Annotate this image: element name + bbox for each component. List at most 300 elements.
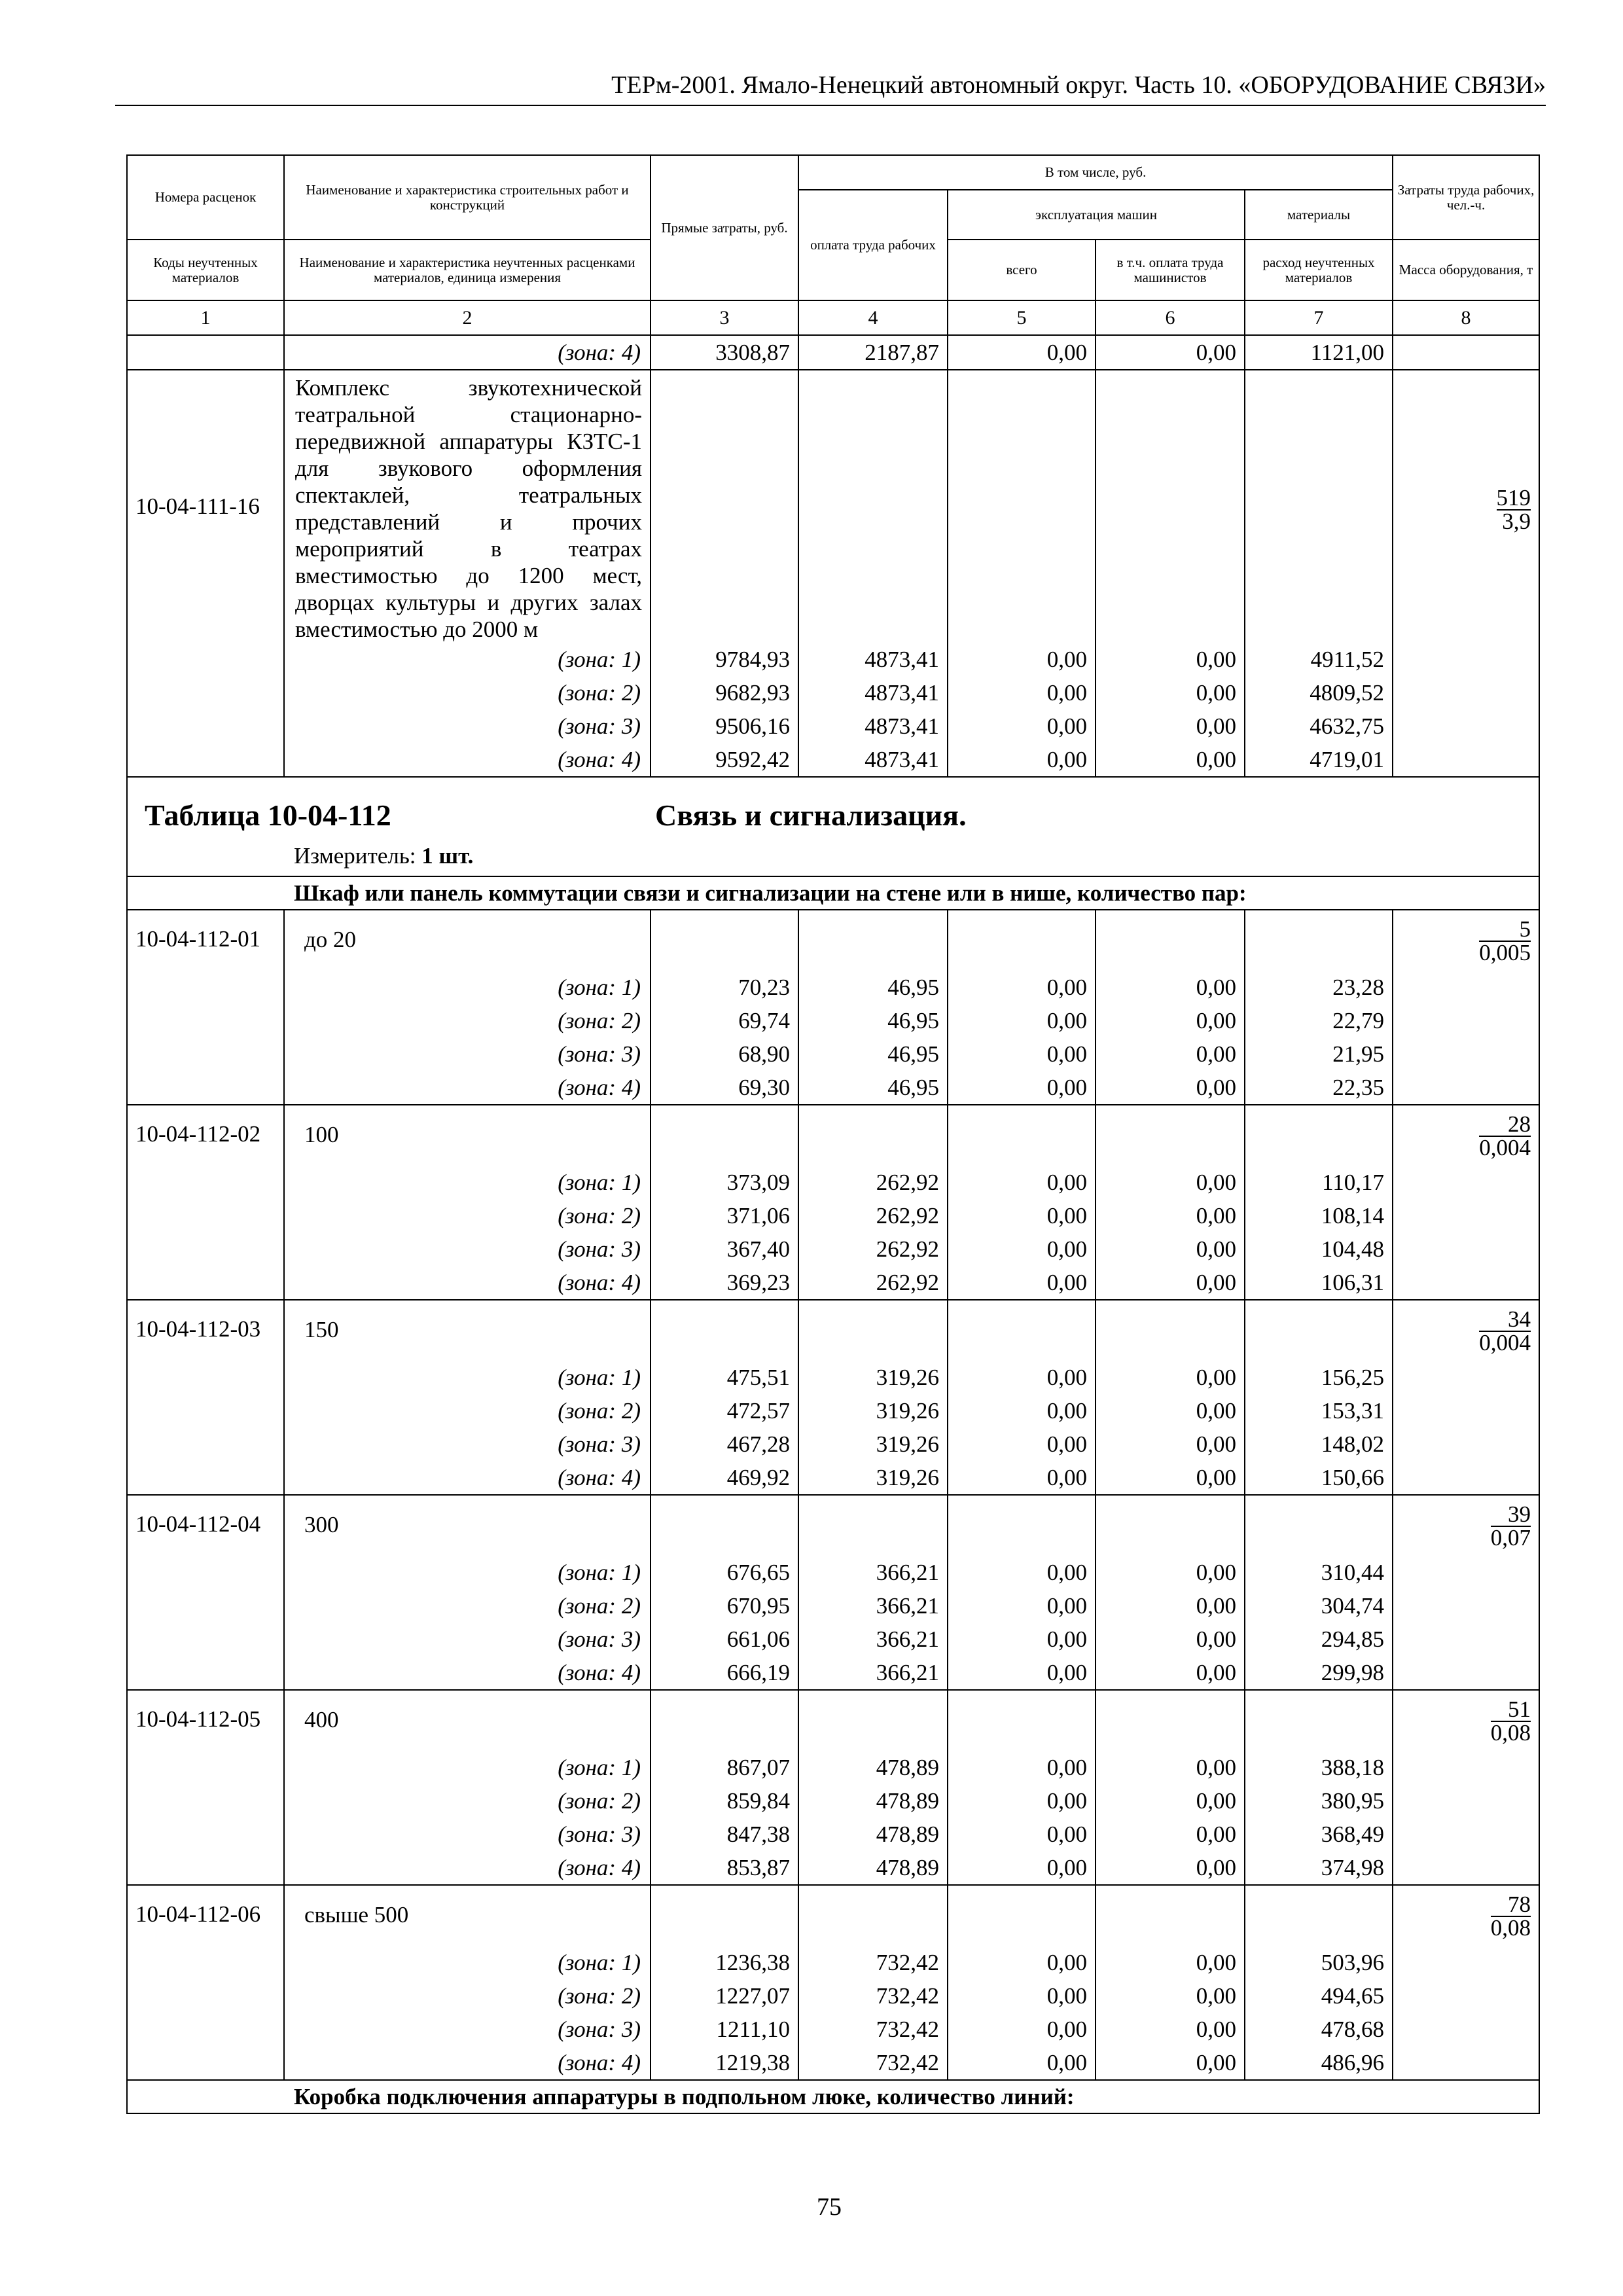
empty-cell bbox=[1245, 1105, 1393, 1166]
value-cell: 0,00 bbox=[1096, 1851, 1245, 1885]
value-cell: 732,42 bbox=[798, 2013, 948, 2046]
value-cell: 666,19 bbox=[651, 1656, 798, 1690]
zone-label: (зона: 1) bbox=[284, 1166, 651, 1199]
value-cell: 0,00 bbox=[948, 1427, 1096, 1461]
zone-label: (зона: 4) bbox=[284, 1851, 651, 1885]
value-cell: 148,02 bbox=[1245, 1427, 1393, 1461]
zone-row bbox=[127, 709, 1539, 743]
value-cell: 0,00 bbox=[948, 2046, 1096, 2080]
rate-description: 400 bbox=[284, 1690, 651, 1751]
zone-row bbox=[127, 1394, 1539, 1427]
value-cell: 373,09 bbox=[651, 1166, 798, 1199]
empty-cell bbox=[1245, 1495, 1393, 1556]
zone-row bbox=[127, 1589, 1539, 1623]
labor-mass-cell bbox=[1393, 1495, 1539, 1556]
empty-cell bbox=[1393, 2013, 1539, 2046]
zone-row bbox=[127, 1166, 1539, 1199]
value-cell: 374,98 bbox=[1245, 1851, 1393, 1885]
value-cell: 472,57 bbox=[651, 1394, 798, 1427]
value-cell: 22,79 bbox=[1245, 1004, 1393, 1037]
value-cell: 0,00 bbox=[948, 1232, 1096, 1266]
empty-cell bbox=[1393, 1556, 1539, 1589]
empty-cell bbox=[1393, 1979, 1539, 2013]
empty-cell bbox=[1393, 709, 1539, 743]
zone-label: (зона: 4) bbox=[284, 1461, 651, 1495]
value-cell: 0,00 bbox=[1096, 1071, 1245, 1105]
rate-row bbox=[127, 1690, 1539, 1751]
empty-cell bbox=[127, 676, 284, 709]
measure-value: 1 шт. bbox=[421, 843, 474, 869]
empty-cell bbox=[1393, 1037, 1539, 1071]
value-cell: 371,06 bbox=[651, 1199, 798, 1232]
empty-cell bbox=[1393, 1166, 1539, 1199]
table-name: Связь и сигнализация. bbox=[655, 798, 967, 832]
labor-hours: 34 bbox=[1479, 1308, 1531, 1332]
zone-label: (зона: 2) bbox=[284, 1979, 651, 2013]
rate-description: 100 bbox=[284, 1105, 651, 1166]
empty-cell bbox=[1393, 1589, 1539, 1623]
empty-cell bbox=[1096, 1105, 1245, 1166]
empty-cell bbox=[1393, 1656, 1539, 1690]
empty-cell bbox=[127, 1232, 284, 1266]
empty-cell bbox=[127, 1851, 284, 1885]
value-cell: 0,00 bbox=[1096, 1232, 1245, 1266]
value-cell: 0,00 bbox=[948, 643, 1096, 676]
zone-row bbox=[127, 2013, 1539, 2046]
zone-label: (зона: 2) bbox=[284, 1199, 651, 1232]
value-cell: 3308,87 bbox=[651, 335, 798, 370]
value-cell: 2187,87 bbox=[798, 335, 948, 370]
value-cell: 369,23 bbox=[651, 1266, 798, 1300]
measure-label: Измеритель: bbox=[294, 843, 416, 869]
value-cell: 4873,41 bbox=[798, 676, 948, 709]
page-number: 75 bbox=[817, 2193, 842, 2221]
value-cell: 70,23 bbox=[651, 971, 798, 1004]
table-title-row bbox=[127, 777, 1539, 876]
column-number: 2 bbox=[284, 300, 651, 335]
labor-mass-cell bbox=[1393, 370, 1539, 643]
value-cell: 0,00 bbox=[948, 1623, 1096, 1656]
rate-row bbox=[127, 910, 1539, 971]
value-cell: 46,95 bbox=[798, 971, 948, 1004]
zone-row bbox=[127, 1199, 1539, 1232]
empty-cell bbox=[651, 910, 798, 971]
value-cell: 0,00 bbox=[1096, 1427, 1245, 1461]
zone-label: (зона: 2) bbox=[284, 1394, 651, 1427]
value-cell: 366,21 bbox=[798, 1556, 948, 1589]
empty-cell bbox=[948, 1495, 1096, 1556]
value-cell: 0,00 bbox=[1096, 1656, 1245, 1690]
column-number: 7 bbox=[1245, 300, 1393, 335]
value-cell: 661,06 bbox=[651, 1623, 798, 1656]
empty-cell bbox=[1096, 1690, 1245, 1751]
value-cell: 110,17 bbox=[1245, 1166, 1393, 1199]
section-heading-row bbox=[127, 876, 1539, 910]
zone-row bbox=[127, 676, 1539, 709]
zone-label: (зона: 1) bbox=[284, 1556, 651, 1589]
zone-label: (зона: 3) bbox=[284, 2013, 651, 2046]
empty-cell bbox=[651, 1105, 798, 1166]
rate-code: 10-04-112-02 bbox=[127, 1105, 284, 1166]
value-cell: 4873,41 bbox=[798, 709, 948, 743]
value-cell: 319,26 bbox=[798, 1461, 948, 1495]
zone-row bbox=[127, 1427, 1539, 1461]
value-cell: 478,89 bbox=[798, 1818, 948, 1851]
value-cell: 0,00 bbox=[948, 743, 1096, 777]
value-cell: 478,68 bbox=[1245, 2013, 1393, 2046]
empty-cell bbox=[127, 1623, 284, 1656]
rate-description: 300 bbox=[284, 1495, 651, 1556]
empty-cell bbox=[1245, 1300, 1393, 1361]
value-cell: 4719,01 bbox=[1245, 743, 1393, 777]
column-number: 8 bbox=[1393, 300, 1539, 335]
value-cell: 23,28 bbox=[1245, 971, 1393, 1004]
zone-label: (зона: 4) bbox=[284, 335, 651, 370]
zone-label: (зона: 2) bbox=[284, 1589, 651, 1623]
empty-cell bbox=[1245, 370, 1393, 643]
value-cell: 0,00 bbox=[1096, 1037, 1245, 1071]
empty-cell bbox=[127, 1751, 284, 1784]
value-cell: 0,00 bbox=[948, 1979, 1096, 2013]
empty-cell bbox=[1393, 1784, 1539, 1818]
value-cell: 0,00 bbox=[948, 1199, 1096, 1232]
value-cell: 0,00 bbox=[1096, 1946, 1245, 1979]
value-cell: 0,00 bbox=[1096, 1818, 1245, 1851]
zone-label: (зона: 4) bbox=[284, 743, 651, 777]
rate-code: 10-04-112-05 bbox=[127, 1690, 284, 1751]
value-cell: 0,00 bbox=[1096, 1589, 1245, 1623]
empty-cell bbox=[127, 1004, 284, 1037]
section-heading: Шкаф или панель коммутации связи и сигнализации на стене или в нише, количество пар: bbox=[127, 876, 1539, 910]
zone-label: (зона: 1) bbox=[284, 1946, 651, 1979]
empty-cell bbox=[127, 1037, 284, 1071]
zone-row bbox=[127, 1037, 1539, 1071]
empty-cell bbox=[127, 1361, 284, 1394]
value-cell: 367,40 bbox=[651, 1232, 798, 1266]
rate-code: 10-04-112-03 bbox=[127, 1300, 284, 1361]
empty-cell bbox=[651, 1885, 798, 1946]
zone-label: (зона: 3) bbox=[284, 1818, 651, 1851]
value-cell: 262,92 bbox=[798, 1166, 948, 1199]
empty-cell bbox=[1393, 676, 1539, 709]
empty-cell bbox=[798, 1885, 948, 1946]
value-cell: 469,92 bbox=[651, 1461, 798, 1495]
zone-row bbox=[127, 1004, 1539, 1037]
col-header-material-names: Наименование и характеристика неучтенных расценками материалов, единица измерения bbox=[284, 240, 651, 300]
value-cell: 0,00 bbox=[1096, 743, 1245, 777]
value-cell: 69,74 bbox=[651, 1004, 798, 1037]
table-code: Таблица 10-04-112 bbox=[145, 798, 391, 832]
value-cell: 150,66 bbox=[1245, 1461, 1393, 1495]
zone-row bbox=[127, 971, 1539, 1004]
zone-label: (зона: 1) bbox=[284, 643, 651, 676]
zone-row bbox=[127, 1656, 1539, 1690]
value-cell: 0,00 bbox=[1096, 1199, 1245, 1232]
value-cell: 4632,75 bbox=[1245, 709, 1393, 743]
value-cell: 0,00 bbox=[1096, 1394, 1245, 1427]
rate-code: 10-04-112-06 bbox=[127, 1885, 284, 1946]
carry-row bbox=[127, 335, 1539, 370]
zone-row bbox=[127, 1751, 1539, 1784]
value-cell: 732,42 bbox=[798, 1946, 948, 1979]
labor-mass-fraction bbox=[1491, 1698, 1531, 1744]
zone-row bbox=[127, 1556, 1539, 1589]
value-cell: 0,00 bbox=[1096, 1166, 1245, 1199]
zone-row bbox=[127, 1071, 1539, 1105]
empty-cell bbox=[127, 643, 284, 676]
empty-cell bbox=[127, 1199, 284, 1232]
empty-cell bbox=[127, 1266, 284, 1300]
empty-cell bbox=[1393, 1818, 1539, 1851]
value-cell: 0,00 bbox=[948, 971, 1096, 1004]
value-cell: 486,96 bbox=[1245, 2046, 1393, 2080]
empty-cell bbox=[1393, 1266, 1539, 1300]
value-cell: 0,00 bbox=[948, 1556, 1096, 1589]
labor-hours: 28 bbox=[1479, 1113, 1531, 1137]
col-header-mass: Масса оборудования, т bbox=[1393, 240, 1539, 300]
empty-cell bbox=[127, 1071, 284, 1105]
empty-cell bbox=[651, 1690, 798, 1751]
value-cell: 380,95 bbox=[1245, 1784, 1393, 1818]
col-header-worker-pay: оплата труда рабочих bbox=[798, 190, 948, 300]
value-cell: 262,92 bbox=[798, 1266, 948, 1300]
zone-label: (зона: 4) bbox=[284, 1266, 651, 1300]
value-cell: 46,95 bbox=[798, 1004, 948, 1037]
value-cell: 319,26 bbox=[798, 1427, 948, 1461]
zone-label: (зона: 1) bbox=[284, 971, 651, 1004]
value-cell: 0,00 bbox=[948, 1851, 1096, 1885]
empty-cell bbox=[1393, 1623, 1539, 1656]
empty-cell bbox=[1393, 1946, 1539, 1979]
value-cell: 0,00 bbox=[948, 1589, 1096, 1623]
value-cell: 0,00 bbox=[1096, 1361, 1245, 1394]
zone-label: (зона: 3) bbox=[284, 709, 651, 743]
value-cell: 478,89 bbox=[798, 1784, 948, 1818]
zone-row bbox=[127, 1946, 1539, 1979]
zone-label: (зона: 1) bbox=[284, 1751, 651, 1784]
empty-cell bbox=[651, 1495, 798, 1556]
header-rule bbox=[115, 105, 1546, 106]
value-cell: 1219,38 bbox=[651, 2046, 798, 2080]
value-cell: 0,00 bbox=[1096, 709, 1245, 743]
empty-cell bbox=[1393, 643, 1539, 676]
value-cell: 478,89 bbox=[798, 1751, 948, 1784]
zone-row bbox=[127, 1784, 1539, 1818]
empty-cell bbox=[127, 335, 284, 370]
empty-cell bbox=[948, 1300, 1096, 1361]
value-cell: 0,00 bbox=[1096, 971, 1245, 1004]
value-cell: 9506,16 bbox=[651, 709, 798, 743]
zone-row bbox=[127, 1361, 1539, 1394]
empty-cell bbox=[1393, 335, 1539, 370]
column-number: 6 bbox=[1096, 300, 1245, 335]
value-cell: 0,00 bbox=[948, 1656, 1096, 1690]
empty-cell bbox=[798, 1300, 948, 1361]
value-cell: 304,74 bbox=[1245, 1589, 1393, 1623]
value-cell: 0,00 bbox=[1096, 1751, 1245, 1784]
labor-hours: 78 bbox=[1491, 1893, 1531, 1917]
value-cell: 108,14 bbox=[1245, 1199, 1393, 1232]
value-cell: 262,92 bbox=[798, 1199, 948, 1232]
value-cell: 478,89 bbox=[798, 1851, 948, 1885]
rate-row bbox=[127, 1495, 1539, 1556]
col-header-including: В том числе, руб. bbox=[798, 155, 1393, 190]
value-cell: 0,00 bbox=[1096, 1266, 1245, 1300]
col-header-materials: материалы bbox=[1245, 190, 1393, 240]
value-cell: 0,00 bbox=[1096, 676, 1245, 709]
empty-cell bbox=[948, 1885, 1096, 1946]
zone-row bbox=[127, 1266, 1539, 1300]
empty-cell bbox=[1245, 1885, 1393, 1946]
empty-cell bbox=[1245, 1690, 1393, 1751]
value-cell: 366,21 bbox=[798, 1656, 948, 1690]
value-cell: 368,49 bbox=[1245, 1818, 1393, 1851]
rate-description: Комплекс звукотехнической театральной стационарно-передвижной аппаратуры КЗТС-1 для звукового оформления спектаклей, театральных представлений и прочих мероприятий в театрах вместимостью до 1200 мест, дворцах культуры и других залах вместимостью до 2000 м bbox=[284, 370, 651, 643]
value-cell: 670,95 bbox=[651, 1589, 798, 1623]
empty-cell bbox=[127, 1818, 284, 1851]
zone-row bbox=[127, 1623, 1539, 1656]
next-section-heading-row bbox=[127, 2080, 1539, 2113]
value-cell: 46,95 bbox=[798, 1071, 948, 1105]
labor-mass-cell bbox=[1393, 1690, 1539, 1751]
zone-label: (зона: 1) bbox=[284, 1361, 651, 1394]
col-header-operator-pay: в т.ч. оплата труда машинистов bbox=[1096, 240, 1245, 300]
value-cell: 853,87 bbox=[651, 1851, 798, 1885]
zone-label: (зона: 3) bbox=[284, 1623, 651, 1656]
table-header bbox=[127, 155, 1539, 335]
value-cell: 0,00 bbox=[948, 2013, 1096, 2046]
zone-row bbox=[127, 2046, 1539, 2080]
value-cell: 319,26 bbox=[798, 1361, 948, 1394]
labor-mass-cell bbox=[1393, 1885, 1539, 1946]
empty-cell bbox=[1393, 1232, 1539, 1266]
value-cell: 0,00 bbox=[948, 1037, 1096, 1071]
value-cell: 156,25 bbox=[1245, 1361, 1393, 1394]
value-cell: 4911,52 bbox=[1245, 643, 1393, 676]
empty-cell bbox=[1096, 370, 1245, 643]
value-cell: 0,00 bbox=[948, 335, 1096, 370]
col-header-rate-numbers: Номера расценок bbox=[127, 155, 284, 240]
zone-row bbox=[127, 1232, 1539, 1266]
empty-cell bbox=[127, 1784, 284, 1818]
equipment-mass: 0,004 bbox=[1479, 1330, 1531, 1355]
equipment-mass: 0,004 bbox=[1479, 1135, 1531, 1160]
rate-code: 10-04-112-04 bbox=[127, 1495, 284, 1556]
col-header-machines: эксплуатация машин bbox=[948, 190, 1245, 240]
labor-mass-fraction bbox=[1479, 918, 1531, 964]
value-cell: 1227,07 bbox=[651, 1979, 798, 2013]
empty-cell bbox=[1096, 1885, 1245, 1946]
value-cell: 4873,41 bbox=[798, 643, 948, 676]
zone-label: (зона: 4) bbox=[284, 1656, 651, 1690]
labor-mass-cell bbox=[1393, 910, 1539, 971]
empty-cell bbox=[127, 1461, 284, 1495]
rate-row bbox=[127, 1105, 1539, 1166]
value-cell: 153,31 bbox=[1245, 1394, 1393, 1427]
empty-cell bbox=[127, 2013, 284, 2046]
zone-label: (зона: 2) bbox=[284, 1004, 651, 1037]
value-cell: 9784,93 bbox=[651, 643, 798, 676]
value-cell: 0,00 bbox=[948, 1784, 1096, 1818]
zone-row bbox=[127, 1851, 1539, 1885]
column-number: 3 bbox=[651, 300, 798, 335]
value-cell: 494,65 bbox=[1245, 1979, 1393, 2013]
empty-cell bbox=[948, 1690, 1096, 1751]
measure-line bbox=[294, 843, 473, 869]
value-cell: 0,00 bbox=[1096, 1979, 1245, 2013]
value-cell: 4873,41 bbox=[798, 743, 948, 777]
labor-mass-fraction bbox=[1491, 1503, 1531, 1549]
col-header-material-use: расход неучтенных материалов bbox=[1245, 240, 1393, 300]
equipment-mass: 0,08 bbox=[1490, 1915, 1531, 1941]
value-cell: 9682,93 bbox=[651, 676, 798, 709]
empty-cell bbox=[1096, 1495, 1245, 1556]
value-cell: 0,00 bbox=[1096, 1461, 1245, 1495]
zone-row bbox=[127, 643, 1539, 676]
labor-hours: 51 bbox=[1491, 1698, 1531, 1722]
empty-cell bbox=[1393, 1851, 1539, 1885]
zone-label: (зона: 3) bbox=[284, 1232, 651, 1266]
rate-description: до 20 bbox=[284, 910, 651, 971]
empty-cell bbox=[127, 2046, 284, 2080]
value-cell: 467,28 bbox=[651, 1427, 798, 1461]
value-cell: 859,84 bbox=[651, 1784, 798, 1818]
column-number: 4 bbox=[798, 300, 948, 335]
empty-cell bbox=[1393, 1751, 1539, 1784]
zone-row bbox=[127, 1461, 1539, 1495]
value-cell: 22,35 bbox=[1245, 1071, 1393, 1105]
empty-cell bbox=[1096, 910, 1245, 971]
zone-label: (зона: 3) bbox=[284, 1037, 651, 1071]
zone-label: (зона: 3) bbox=[284, 1427, 651, 1461]
value-cell: 0,00 bbox=[1096, 335, 1245, 370]
value-cell: 0,00 bbox=[948, 1946, 1096, 1979]
value-cell: 0,00 bbox=[948, 1071, 1096, 1105]
value-cell: 0,00 bbox=[948, 1166, 1096, 1199]
value-cell: 1211,10 bbox=[651, 2013, 798, 2046]
equipment-mass: 3,9 bbox=[1502, 508, 1531, 534]
equipment-mass: 0,07 bbox=[1490, 1525, 1531, 1551]
value-cell: 0,00 bbox=[948, 709, 1096, 743]
empty-cell bbox=[1393, 743, 1539, 777]
value-cell: 366,21 bbox=[798, 1623, 948, 1656]
empty-cell bbox=[127, 1394, 284, 1427]
zone-label: (зона: 2) bbox=[284, 676, 651, 709]
value-cell: 0,00 bbox=[948, 1361, 1096, 1394]
value-cell: 676,65 bbox=[651, 1556, 798, 1589]
value-cell: 475,51 bbox=[651, 1361, 798, 1394]
labor-mass-cell bbox=[1393, 1300, 1539, 1361]
labor-mass-fraction bbox=[1479, 1113, 1531, 1159]
rate-code: 10-04-112-01 bbox=[127, 910, 284, 971]
empty-cell bbox=[1393, 1071, 1539, 1105]
value-cell: 503,96 bbox=[1245, 1946, 1393, 1979]
value-cell: 294,85 bbox=[1245, 1623, 1393, 1656]
labor-hours: 5 bbox=[1479, 918, 1531, 942]
value-cell: 319,26 bbox=[798, 1394, 948, 1427]
empty-cell bbox=[948, 1105, 1096, 1166]
labor-hours: 39 bbox=[1491, 1503, 1531, 1527]
value-cell: 21,95 bbox=[1245, 1037, 1393, 1071]
empty-cell bbox=[127, 971, 284, 1004]
value-cell: 0,00 bbox=[1096, 1623, 1245, 1656]
value-cell: 69,30 bbox=[651, 1071, 798, 1105]
empty-cell bbox=[651, 1300, 798, 1361]
zone-label: (зона: 4) bbox=[284, 2046, 651, 2080]
value-cell: 0,00 bbox=[1096, 1556, 1245, 1589]
empty-cell bbox=[127, 1946, 284, 1979]
rates-table bbox=[126, 154, 1540, 2114]
